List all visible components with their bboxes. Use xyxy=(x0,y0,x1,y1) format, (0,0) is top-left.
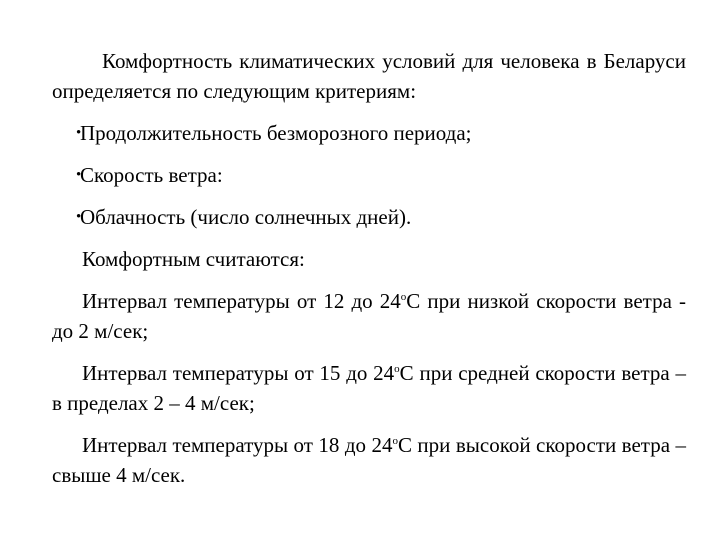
condition-text-end: С при низкой скорости ветра - до 2 м/сек; xyxy=(52,289,686,343)
bullet-icon: • xyxy=(76,209,82,225)
condition-text-start: Интервал температуры от 12 до 24 xyxy=(82,289,401,313)
bullet-icon: • xyxy=(76,167,82,183)
intro-paragraph: Комфортность климатических условий для человека в Беларуси определяется по следующим критериям: xyxy=(52,49,686,103)
condition-text-end: С при средней скорости ветра – в пределах 2 – 4 м/сек; xyxy=(52,361,687,415)
bullet-item-wind-speed xyxy=(52,160,686,190)
bullet-item-frost-free-period xyxy=(52,118,686,148)
degree-mark: о xyxy=(400,291,407,303)
condition-text-start: Интервал температуры от 15 до 24 xyxy=(82,361,395,385)
condition-low-wind xyxy=(52,286,686,346)
degree-mark: о xyxy=(392,435,398,447)
condition-text-start: Интервал температуры от 18 до 24 xyxy=(82,433,393,457)
degree-mark: о xyxy=(394,363,400,375)
condition-medium-wind xyxy=(52,358,686,418)
text-block xyxy=(52,46,686,502)
condition-text-end: С при высокой скорости ветра – свыше 4 м/сек. xyxy=(52,433,686,487)
bullet-item-cloudiness xyxy=(52,202,686,232)
bullet-text: Скорость ветра: xyxy=(80,163,223,187)
comfort-heading: Комфортным считаются: xyxy=(82,247,305,271)
bullet-icon: • xyxy=(76,125,82,141)
bullet-text: Облачность (число солнечных дней). xyxy=(80,205,412,229)
condition-high-wind xyxy=(52,430,686,490)
bullet-text: Продолжительность безморозного периода; xyxy=(80,121,472,145)
